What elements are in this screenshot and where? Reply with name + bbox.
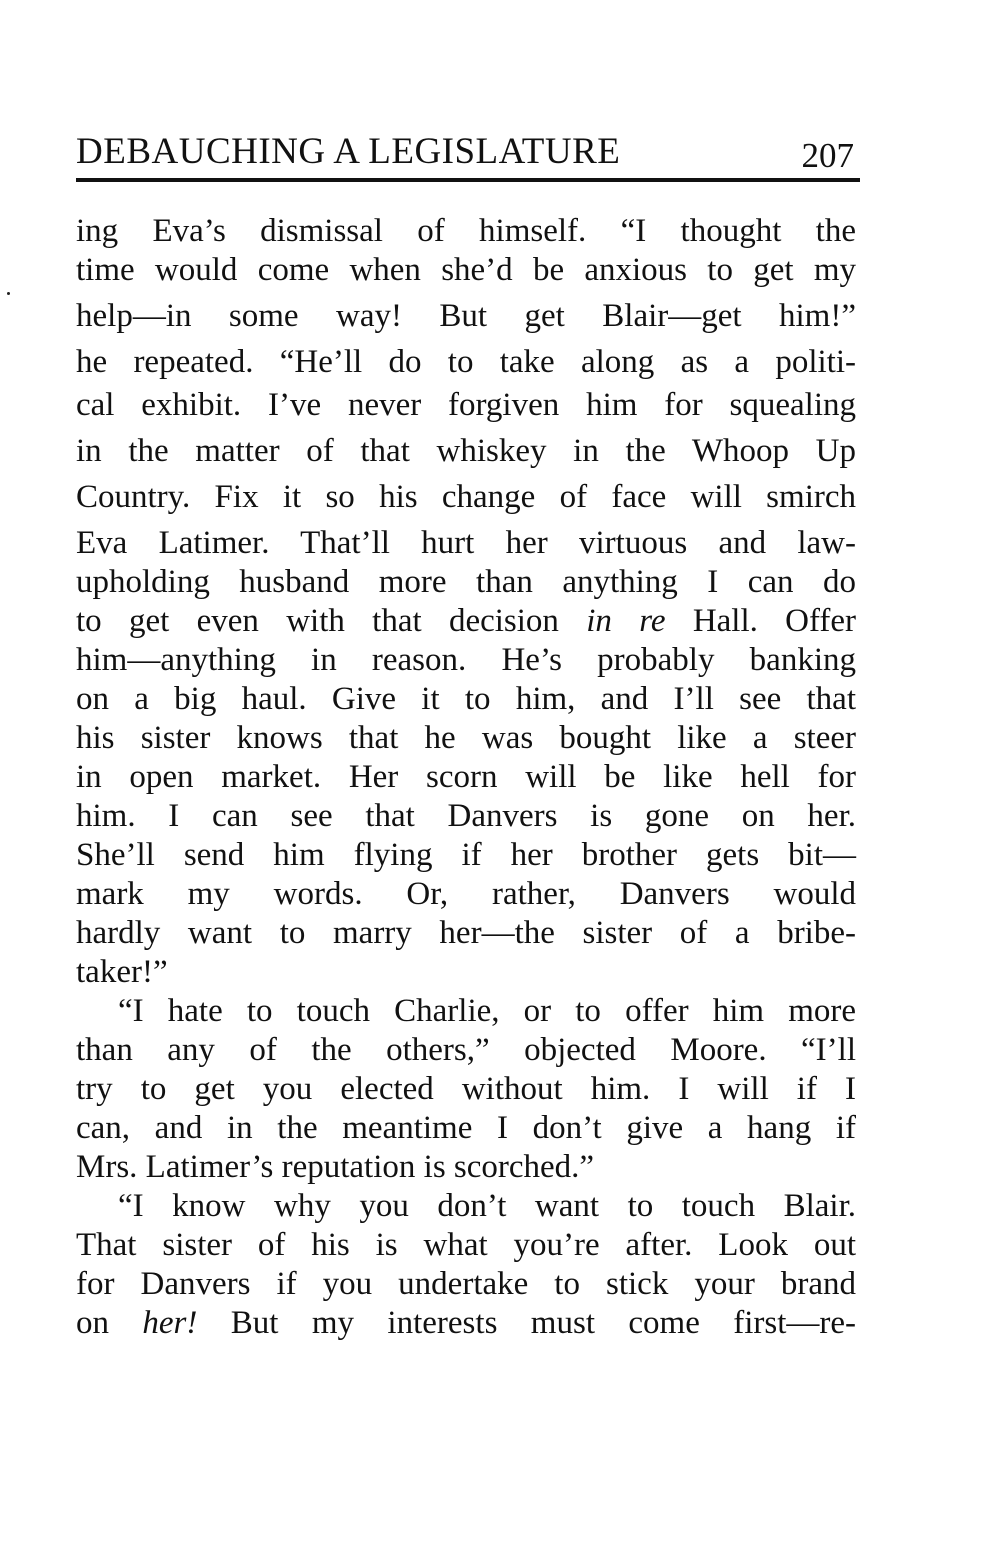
running-head	[76, 128, 860, 176]
body-text	[76, 212, 856, 1343]
text-line: him. I can see that Danvers is gone on her.	[76, 798, 856, 834]
text-run: to get even with that decision	[76, 603, 559, 639]
header-rule	[76, 178, 860, 182]
text-line-with-italic	[76, 602, 856, 641]
text-line: help—in some way! But get Blair—get him!”	[76, 298, 856, 334]
text-line: Country. Fix it so his change of face will smirch	[76, 479, 856, 515]
text-run: But my interests must come first—re-	[230, 1305, 857, 1341]
text-line: time would come when she’d be anxious to get my	[76, 252, 856, 288]
text-line: Eva Latimer. That’ll hurt her virtuous and law-	[76, 525, 856, 561]
text-line: hardly want to marry her—the sister of a bribe-	[76, 915, 856, 951]
text-run: Hall. Offer	[692, 603, 857, 639]
text-run: on	[76, 1305, 109, 1341]
text-line: can, and in the meantime I don’t give a hang if	[76, 1110, 856, 1146]
running-title: DEBAUCHING A LEGISLATURE	[76, 131, 621, 172]
text-line: She’ll send him flying if her brother gets bit—	[76, 837, 856, 873]
text-line: Mrs. Latimer’s reputation is scorched.”	[76, 1149, 595, 1185]
text-line: for Danvers if you undertake to stick your brand	[76, 1266, 856, 1302]
text-line: on a big haul. Give it to him, and I’ll see that	[76, 681, 856, 717]
italic-word: her!	[142, 1305, 198, 1341]
text-line: in open market. Her scorn will be like hell for	[76, 759, 856, 795]
stray-ink-mark	[7, 292, 10, 295]
text-line: than any of the others,” objected Moore. “I’ll	[76, 1032, 856, 1068]
text-line: mark my words. Or, rather, Danvers would	[76, 876, 856, 912]
paragraph-first-line: “I hate to touch Charlie, or to offer him more	[118, 993, 856, 1029]
text-line: he repeated. “He’ll do to take along as a politi-	[76, 344, 856, 380]
paragraph-first-line: “I know why you don’t want to touch Blair.	[118, 1188, 856, 1224]
text-line: in the matter of that whiskey in the Whoop Up	[76, 433, 856, 469]
page-number: 207	[801, 136, 854, 175]
italic-phrase: in re	[586, 603, 666, 639]
text-line: cal exhibit. I’ve never forgiven him for squealing	[76, 387, 856, 423]
text-line: That sister of his is what you’re after. Look out	[76, 1227, 856, 1263]
text-line: his sister knows that he was bought like a steer	[76, 720, 856, 756]
text-line: try to get you elected without him. I will if I	[76, 1071, 856, 1107]
text-line: upholding husband more than anything I can do	[76, 564, 856, 600]
text-line-with-italic	[76, 1304, 856, 1343]
text-line: ing Eva’s dismissal of himself. “I thought the	[76, 213, 856, 249]
text-line: taker!”	[76, 954, 168, 990]
text-line: him—anything in reason. He’s probably banking	[76, 642, 856, 678]
